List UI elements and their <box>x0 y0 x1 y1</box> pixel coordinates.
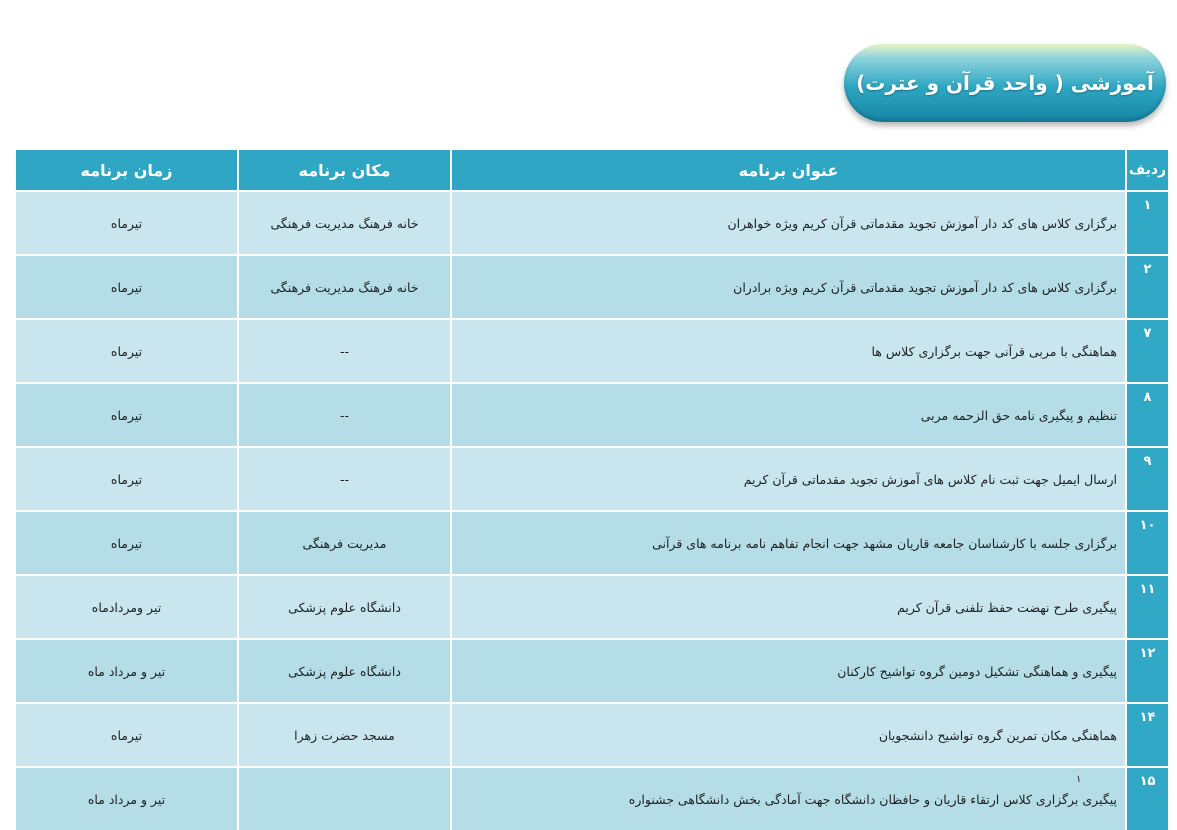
row-number: ۱۴ <box>1126 703 1168 767</box>
row-number: ۷ <box>1126 319 1168 383</box>
program-place: خانه فرهنگ مدیریت فرهنگی <box>238 255 451 319</box>
program-place: دانشگاه علوم پزشکی <box>238 575 451 639</box>
program-title: پیگیری برگزاری کلاس ارتقاء قاریان و حافظان دانشگاه جهت آمادگی بخش دانشگاهی جشنواره <box>451 767 1126 830</box>
program-place: مسجد حضرت زهرا <box>238 703 451 767</box>
program-time: تیرماه <box>15 255 238 319</box>
program-time: تیرماه <box>15 191 238 255</box>
row-number: ۹ <box>1126 447 1168 511</box>
program-time: تیر و مرداد ماه <box>15 639 238 703</box>
program-place: خانه فرهنگ مدیریت فرهنگی <box>238 191 451 255</box>
program-time: تیر و مرداد ماه <box>15 767 238 830</box>
program-title: برگزاری کلاس های کد دار آموزش تجوید مقدماتی قرآن کریم ویژه خواهران <box>451 191 1126 255</box>
column-header-title: عنوان برنامه <box>451 150 1126 191</box>
table-row <box>15 639 1168 703</box>
program-time: تیرماه <box>15 319 238 383</box>
column-header-place: مکان برنامه <box>238 150 451 191</box>
page-number: ۱ <box>1076 774 1082 785</box>
program-title: هماهنگی مکان تمرین گروه تواشیح دانشجویان <box>451 703 1126 767</box>
program-time: تیرماه <box>15 511 238 575</box>
row-number: ۱ <box>1126 191 1168 255</box>
row-number: ۱۰ <box>1126 511 1168 575</box>
row-number: ۱۵ <box>1126 767 1168 830</box>
row-number: ۲ <box>1126 255 1168 319</box>
program-title: برگزاری کلاس های کد دار آموزش تجوید مقدماتی قرآن کریم ویژه برادران <box>451 255 1126 319</box>
table-row <box>15 703 1168 767</box>
table-row <box>15 447 1168 511</box>
program-time: تیرماه <box>15 447 238 511</box>
program-place: -- <box>238 447 451 511</box>
program-time: تیرماه <box>15 383 238 447</box>
program-title: پیگیری و هماهنگی تشکیل دومین گروه تواشیح کارکنان <box>451 639 1126 703</box>
row-number: ۱۲ <box>1126 639 1168 703</box>
table-row <box>15 767 1168 830</box>
program-place: مدیریت فرهنگی <box>238 511 451 575</box>
program-title: هماهنگی با مربی قرآنی جهت برگزاری کلاس ها <box>451 319 1126 383</box>
table-row <box>15 575 1168 639</box>
table-row <box>15 255 1168 319</box>
section-title: آموزشی ( واحد قرآن و عترت) <box>856 71 1154 95</box>
row-number: ۱۱ <box>1126 575 1168 639</box>
program-title: تنظیم و پیگیری نامه حق الزحمه مربی <box>451 383 1126 447</box>
row-number: ۸ <box>1126 383 1168 447</box>
program-time: تیر ومردادماه <box>15 575 238 639</box>
table-row <box>15 383 1168 447</box>
program-place: -- <box>238 383 451 447</box>
program-place: -- <box>238 319 451 383</box>
program-place <box>238 767 451 830</box>
table-row <box>15 511 1168 575</box>
program-title: برگزاری جلسه با کارشناسان جامعه قاریان مشهد جهت انجام تفاهم نامه برنامه های قرآنی <box>451 511 1126 575</box>
program-time: تیرماه <box>15 703 238 767</box>
program-table <box>14 150 1168 830</box>
column-header-num: ردیف <box>1126 150 1168 191</box>
program-title: پیگیری طرح نهضت حفظ تلفنی قرآن کریم <box>451 575 1126 639</box>
table-header-row <box>15 150 1168 191</box>
program-title: ارسال ایمیل جهت ثبت نام کلاس های آموزش تجوید مقدماتی قرآن کریم <box>451 447 1126 511</box>
column-header-time: زمان برنامه <box>15 150 238 191</box>
program-place: دانشگاه علوم پزشکی <box>238 639 451 703</box>
section-title-badge <box>844 44 1166 122</box>
table-row <box>15 191 1168 255</box>
table-row <box>15 319 1168 383</box>
